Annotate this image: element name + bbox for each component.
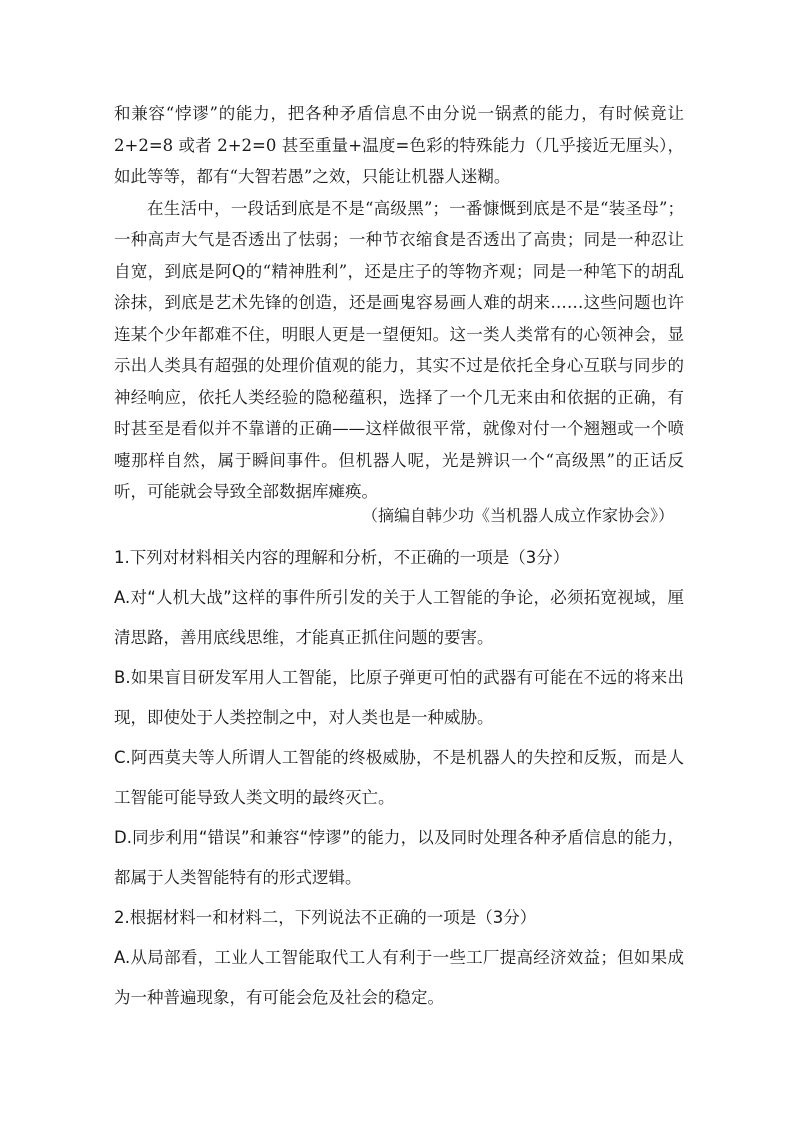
question-1-option-d: D.同步利用“错误”和兼容“悖谬”的能力，以及同时处理各种矛盾信息的能力，都属于人类智能特有的形式逻辑。 xyxy=(114,828,684,887)
passage-paragraph-2: 在生活中，一段话到底是不是“高级黑”；一番慷慨到底是不是“装圣母”；一种高声大气是否透出了怯弱；一种节衣缩食是否透出了高贵；同是一种忍让自宽，到底是阿Q的“精神胜利”，还是庄子的等物齐观；同是一种笔下的胡乱涂抹，到底是艺术先锋的创造，还是画鬼容易画人难的胡来……这些问题也许连某个少年都难不住，明眼人更是一望便知。这一类人类常有的心领神会，显示出人类具有超强的处理价值观的能力，其实不过是依托全身心互联与同步的神经响应，依托人类经验的隐秘蕴积，选择了一个几无来由和依据的正确，有时甚至是看似并不靠谱的正确——这样做很平常，就像对付一个翘翘或一个喷嚏那样自然，属于瞬间事件。但机器人呢，光是辨识一个“高级黑”的正话反听，可能就会导致全部数据库瘫痪。 xyxy=(114,198,684,501)
question-section xyxy=(114,538,684,1018)
question-1-option-b: B.如果盲目研发军用人工智能，比原子弹更可怕的武器有可能在不远的将来出现，即使处于人类控制之中，对人类也是一种威胁。 xyxy=(114,668,684,727)
question-2-option-a: A.从局部看，工业人工智能取代工人有利于一些工厂提高经济效益；但如果成为一种普遍现象，有可能会危及社会的稳定。 xyxy=(114,948,684,1007)
question-1-option-a: A.对“人机大战”这样的事件所引发的关于人工智能的争论，必须拓宽视域，厘清思路，善用底线思维，才能真正抓住问题的要害。 xyxy=(114,588,684,647)
question-1-stem: 1.下列对材料相关内容的理解和分析，不正确的一项是（3分） xyxy=(114,548,570,567)
reading-passage xyxy=(114,98,684,508)
question-2-stem: 2.根据材料一和材料二，下列说法不正确的一项是（3分） xyxy=(114,908,537,927)
passage-paragraph-1: 和兼容“悖谬”的能力，把各种矛盾信息不由分说一锅煮的能力，有时候竟让 2+2=8 或者 2+2=0 甚至重量+温度=色彩的特殊能力（几乎接近无厘头），如此等等，都有“大智若愚”之效，只能让机器人迷糊。 xyxy=(114,104,684,186)
question-1-option-c: C.阿西莫夫等人所谓人工智能的终极威胁，不是机器人的失控和反叛，而是人工智能可能导致人类文明的最终灭亡。 xyxy=(114,748,684,807)
passage-source: （摘编自韩少功《当机器人成立作家协会》） xyxy=(361,506,674,525)
